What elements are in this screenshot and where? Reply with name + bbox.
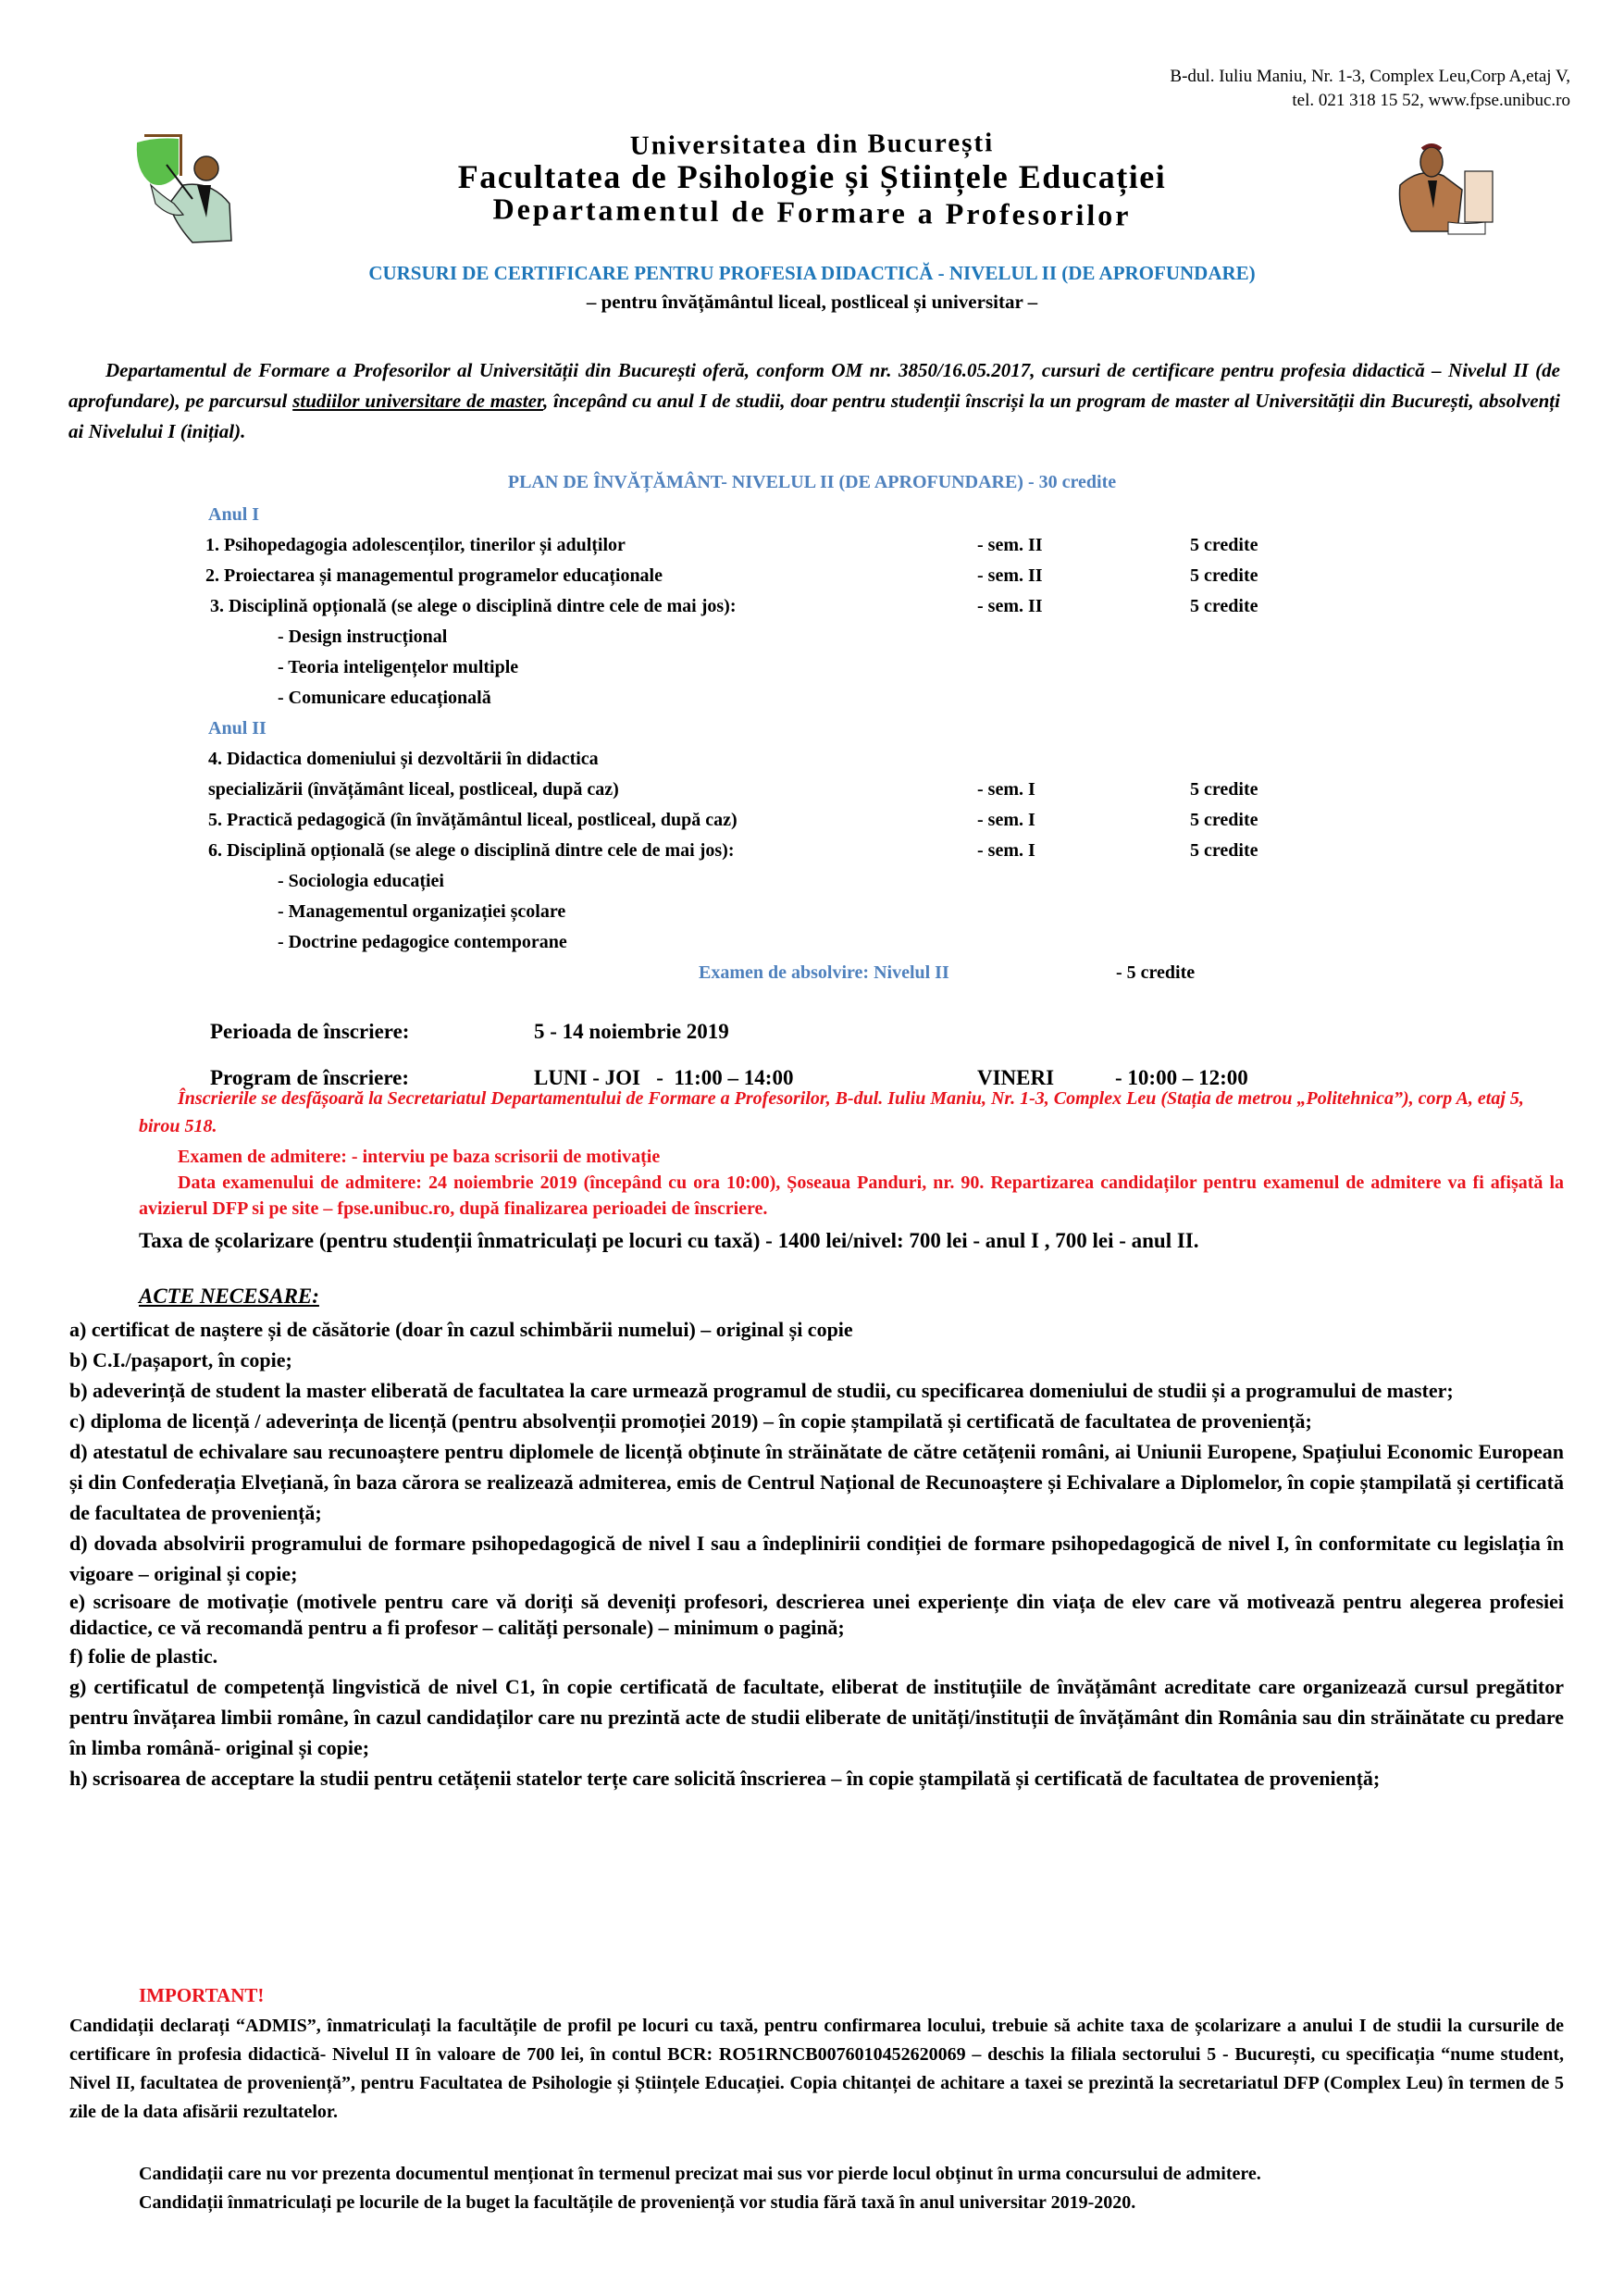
course-row: 6. Disciplină opțională (se alege o disciplină dintre cele de mai jos): - sem. I 5 credite — [208, 840, 1258, 861]
course-title: CURSURI DE CERTIFICARE PENTRU PROFESIA DIDACTICĂ - NIVELUL II (DE APROFUNDARE) — [368, 262, 1256, 284]
plan-title: PLAN DE ÎNVĂȚĂMÂNT- NIVELUL II (DE APROFUNDARE) - 30 credite — [507, 472, 1117, 492]
intro-underlined: studiilor universitare de master — [292, 390, 543, 412]
phone-website-line: tel. 021 318 15 52, www.fpse.unibuc.ro — [1292, 91, 1570, 110]
course-row: 5. Practică pedagogică (în învățământul liceal, postliceal, după caz) - sem. I 5 credite — [208, 810, 1258, 830]
document-item: e) scrisoare de motivație (motivele pentru care vă doriți să deveniți profesori, descrierea unei experiențe din viața de elev care vă motivează pentru alegerea profesiei didactice, ce vă recomandă pentru a fi profesor – calități personale) – minimum o pagină; — [69, 1590, 1564, 1639]
period-row: Perioada de înscriere: 5 - 14 noiembrie 2019 — [210, 1020, 729, 1043]
course-subtitle: – pentru învățământul liceal, postliceal și universitar – — [586, 291, 1038, 313]
faculty-name: Facultatea de Psihologie și Științele Educației — [457, 158, 1167, 195]
enrollment-location: Înscrierile se desfășoară la Secretariatul Departamentului de Formare a Profesorilor, B-dul. Iuliu Maniu, Nr. 1-3, Complex Leu (Stația de metrou „Politehnica”), corp A, etaj 5, birou 518. — [139, 1088, 1524, 1136]
option-row: - Comunicare educațională — [278, 688, 491, 708]
document-item: f) folie de plastic. — [69, 1644, 218, 1668]
admission-exam-info — [139, 1144, 1564, 1222]
document-item: d) atestatul de echivalare sau recunoaștere pentru diplomele de licență obținute în străinătate de către cetățenii români, ai Uniunii Europene, Spațiului Economic European și din Confederația Elvețiană, în baza cărora se realizează admiterea, emis de Centrul Național de Recunoaștere și Echivalare a Diplomelor, în copie ștampilată și certificată de facultatea de proveniență; — [69, 1440, 1564, 1524]
course-row: 1. Psihopedagogia adolescenților, tinerilor și adulților - sem. II 5 credite — [205, 535, 1258, 555]
documents-heading: ACTE NECESARE: — [139, 1285, 319, 1308]
note: Candidații înmatriculați pe locurile de la buget la facultățile de proveniență vor studia fără taxă în anul universitar 2019-2020. — [139, 2192, 1136, 2213]
document-item: a) certificat de naștere și de căsătorie (doar în cazul schimbării numelui) – original și copie — [69, 1318, 853, 1341]
address-line: B-dul. Iuliu Maniu, Nr. 1-3, Complex Leu,Corp A,etaj V, — [1170, 67, 1570, 86]
intro-paragraph — [68, 355, 1560, 447]
course-row: 3. Disciplină opțională (se alege o disciplină dintre cele de mai jos): - sem. II 5 credite — [205, 596, 1258, 616]
year-heading: Anul II — [208, 718, 267, 738]
document-item: h) scrisoarea de acceptare la studii pentru cetățenii statelor terțe care solicită înscrierea – în copie ștampilată și certificată de facultatea de proveniență; — [69, 1767, 1381, 1790]
document-item: c) diploma de licență / adeverința de licență (pentru absolvenții promoției 2019) – în copie ștampilată și certificată de facultatea de proveniență; — [69, 1409, 1312, 1433]
option-row: - Managementul organizației școlare — [278, 901, 566, 922]
university-name: Universitatea din București — [629, 128, 995, 161]
important-paragraph: Candidații declarați “ADMIS”, înmatriculați la facultățile de profil pe locuri cu taxă, pentru confirmarea locului, trebuie să achite taxa de școlarizare a anului I de studii la cursurile de certificare în profesia didactică- Nivelul II în valoare de 700 lei, în contul BCR: RO51RNCB0076010452620069 – deschis la filiala sectorului 5 - București, cu specificația “nume student, Nivel II, facultatea de proveniență”, pentru Facultatea de Psihologie și Științele Educației. Copia chitanței de achitare a taxei se prezintă la secretariatul DFP (Complex Leu) în termen de 5 zile de la data afisării rezultatelor. — [69, 2016, 1564, 2122]
tuition-fee: Taxa de școlarizare (pentru studenții înmatriculați pe locuri cu taxă) - 1400 lei/nivel: 700 lei - anul I , 700 lei - anul II. — [139, 1229, 1199, 1252]
documents-list — [69, 1314, 1564, 1793]
exam-date: Data examenului de admitere: 24 noiembrie 2019 (începând cu ora 10:00), Șoseaua Panduri, nr. 90. Repartizarea candidaților pentru examenul de admitere va fi afișată la avizierul DFP si pe site – fpse.unibuc.ro, după finalizarea perioadei de înscriere. — [139, 1173, 1564, 1219]
exam-type: Examen de admitere: - interviu pe baza scrisorii de motivație — [178, 1147, 661, 1167]
course-row: specializării (învățământ liceal, postliceal, după caz) - sem. I 5 credite — [208, 779, 1258, 800]
man-at-computer-icon — [1393, 134, 1499, 241]
exam-row: Examen de absolvire: Nivelul II - 5 credite — [699, 962, 1196, 983]
contact-address — [1170, 65, 1570, 113]
department-name: Departamentul de Formare a Profesorilor — [492, 192, 1132, 232]
option-row: - Teoria inteligențelor multiple — [278, 657, 519, 677]
intro-text: Departamentul de Formare a Profesorilor al Universității din București oferă, conform OM nr. 3850/16.05.2017, cursuri de certificare pentru profesia didactică – Nivelul II (de aprofundare), pe parcursul — [68, 359, 1560, 412]
document-item: d) dovada absolvirii programului de formare psihopedagogică de nivel I sau a îndeplinirii condiției de formare psihopedagogică de nivel I, în conformitate cu legislația în vigoare – original și copie; — [69, 1532, 1564, 1585]
course-row: 2. Proiectarea și managementul programelor educaționale - sem. II 5 credite — [205, 565, 1258, 586]
final-notes — [139, 2160, 1564, 2217]
document-item: b) adeverință de student la master eliberată de facultatea la care urmează programul de studii, cu specificarea domeniului de studii și a programului de master; — [69, 1379, 1454, 1402]
important-heading: IMPORTANT! — [139, 1984, 265, 2006]
curriculum-plan — [185, 500, 1295, 988]
schedule-row: Program de înscriere: LUNI - JOI - 11:00 – 14:00 VINERI - 10:00 – 12:00 — [210, 1066, 1248, 1089]
document-item: g) certificatul de competență lingvistică de nivel C1, în copie certificată de facultate, eliberat de instituțiile de învățământ acreditate care organizează cursul pregătitor pentru învățarea limbii române, în cazul candidaților care nu prezintă acte de studii eliberate de unități/instituții de învățământ din România sau din străinătate cu predare în limba română- original și copie; — [69, 1675, 1564, 1759]
option-row: - Design instrucțional — [278, 627, 448, 647]
institution-header — [0, 128, 1624, 232]
document-item: b) C.I./pașaport, în copie; — [69, 1348, 292, 1371]
year-heading: Anul I — [208, 504, 260, 525]
note: Candidații care nu vor prezenta documentul menționat în termenul precizat mai sus vor pierde locul obținut în urma concursului de admitere. — [139, 2164, 1261, 2184]
option-row: - Doctrine pedagogice contemporane — [278, 932, 567, 952]
course-row: 4. Didactica domeniului și dezvoltării în didactica — [208, 749, 599, 769]
option-row: - Sociologia educației — [278, 871, 444, 891]
intro-text-end: , începând cu anul I de studii, doar pentru studenții înscriși la un program de master al Universității din București, absolvenți ai Nivelului I (inițial). — [68, 390, 1560, 442]
